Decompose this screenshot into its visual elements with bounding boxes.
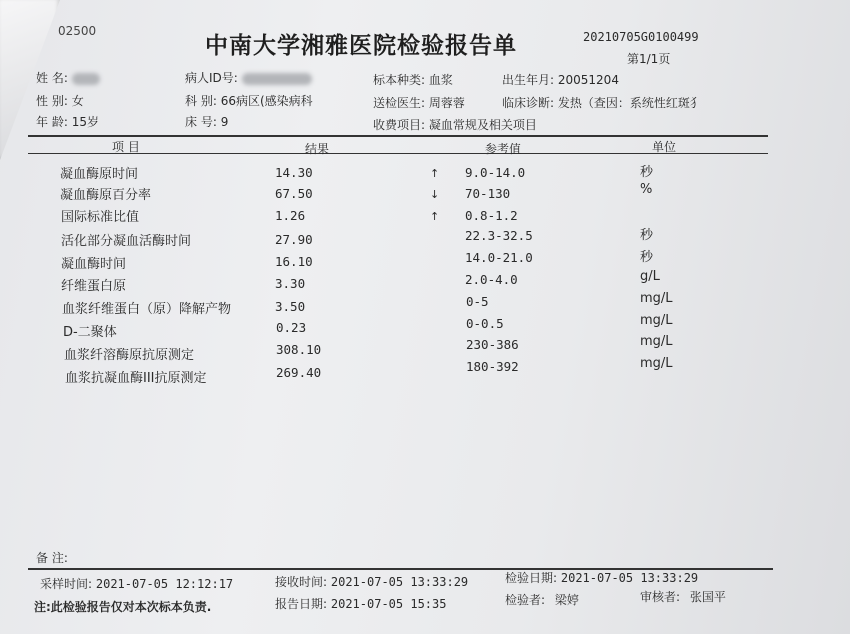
row-6-result: 3.30 — [275, 276, 306, 291]
sender-label: 送检医生: — [373, 96, 426, 110]
reviewer-field — [640, 588, 726, 605]
gender-label: 性 别: — [36, 94, 68, 108]
row-9-unit: mg/L — [640, 334, 673, 349]
dept-value: 66病区(感染病科 — [220, 94, 313, 108]
row-1-flag: ↑ — [430, 167, 440, 180]
col-header-reference: 参考值 — [485, 142, 522, 156]
receive-time-field — [275, 573, 468, 590]
tester-field — [505, 591, 579, 608]
col-header-item: 项 目 — [112, 140, 140, 154]
specimen-field — [373, 71, 453, 88]
reviewer-label: 审核者: — [640, 590, 681, 604]
report-number: 20210705G0100499 — [583, 30, 699, 44]
row-1-result: 14.30 — [275, 165, 313, 180]
table-top-rule — [28, 135, 768, 137]
row-1-reference: 9.0-14.0 — [465, 165, 526, 180]
diagnosis-field — [502, 94, 702, 111]
row-10-reference: 180-392 — [466, 359, 519, 374]
sample-time-label: 采样时间: — [40, 577, 93, 591]
row-8-result: 0.23 — [276, 320, 307, 335]
row-3-result: 1.26 — [275, 208, 306, 223]
row-10-item: 血浆抗凝血酶III抗原测定 — [65, 371, 207, 386]
row-6-unit: g/L — [640, 269, 660, 284]
row-4-reference: 22.3-32.5 — [465, 228, 533, 243]
age-label: 年 龄: — [36, 115, 68, 129]
row-1-unit: 秒 — [640, 165, 654, 180]
patient-id-redacted — [242, 73, 312, 85]
row-10-unit: mg/L — [640, 356, 673, 371]
sample-time-field — [40, 575, 233, 592]
row-8-item: D-二聚体 — [63, 325, 117, 340]
diagnosis-label: 临床诊断: — [502, 96, 555, 110]
corner-number: 02500 — [58, 24, 97, 38]
name-label: 姓 名: — [36, 71, 68, 85]
row-5-reference: 14.0-21.0 — [465, 250, 533, 265]
bed-field — [185, 113, 228, 130]
gender-value: 女 — [71, 94, 84, 108]
row-6-reference: 2.0-4.0 — [465, 272, 518, 287]
row-7-result: 3.50 — [275, 299, 306, 314]
sender-field — [373, 94, 465, 111]
test-date-value: 2021-07-05 13:33:29 — [560, 571, 699, 585]
row-9-reference: 230-386 — [466, 337, 519, 352]
row-6-item: 纤维蛋白原 — [61, 279, 127, 294]
report-title: 中南大学湘雅医院检验报告单 — [205, 33, 517, 59]
sample-time-value: 2021-07-05 12:12:17 — [95, 577, 234, 591]
row-4-unit: 秒 — [640, 228, 654, 243]
report-date-label: 报告日期: — [275, 597, 328, 611]
col-header-unit: 单位 — [652, 140, 677, 154]
row-1-item: 凝血酶原时间 — [60, 167, 139, 182]
fee-field — [373, 116, 537, 133]
birth-field — [502, 71, 619, 88]
row-2-unit: % — [640, 182, 653, 197]
row-2-item: 凝血酶原百分率 — [60, 188, 152, 203]
tester-label: 检验者: — [505, 593, 546, 607]
fee-value: 凝血常规及相关项目 — [428, 118, 537, 132]
dept-label: 科 别: — [185, 94, 217, 108]
bed-label: 床 号: — [185, 115, 217, 129]
gender-field — [36, 92, 84, 109]
receive-time-value: 2021-07-05 13:33:29 — [330, 575, 469, 589]
sender-value: 周蓉蓉 — [428, 96, 465, 110]
disclaimer-note: 注:此检验报告仅对本次标本负责. — [34, 600, 212, 614]
test-date-field — [505, 569, 698, 586]
row-2-reference: 70-130 — [465, 186, 511, 201]
patient-id-field — [185, 69, 312, 86]
specimen-label: 标本种类: — [373, 73, 426, 87]
row-7-reference: 0-5 — [466, 294, 489, 309]
row-5-result: 16.10 — [275, 254, 313, 269]
fee-label: 收费项目: — [373, 118, 426, 132]
birth-label: 出生年月: — [502, 73, 555, 87]
row-2-result: 67.50 — [275, 186, 313, 201]
row-3-item: 国际标准比值 — [61, 210, 140, 225]
specimen-value: 血浆 — [428, 73, 453, 87]
row-5-item: 凝血酶时间 — [61, 257, 127, 272]
row-3-flag: ↑ — [430, 210, 440, 223]
reviewer-value: 张国平 — [689, 590, 726, 604]
col-header-result: 结果 — [305, 142, 330, 156]
page-number: 第1/1页 — [627, 52, 671, 66]
bed-value: 9 — [220, 115, 229, 129]
name-field — [36, 69, 100, 86]
tester-value: 梁婷 — [554, 593, 579, 607]
row-8-unit: mg/L — [640, 313, 673, 328]
birth-value: 20051204 — [557, 73, 619, 87]
report-date-value: 2021-07-05 15:35 — [330, 597, 447, 611]
patient-id-label: 病人ID号: — [185, 71, 238, 85]
row-9-result: 308.10 — [276, 342, 322, 357]
row-3-reference: 0.8-1.2 — [465, 208, 518, 223]
row-10-result: 269.40 — [276, 365, 322, 380]
row-5-unit: 秒 — [640, 250, 654, 265]
row-7-unit: mg/L — [640, 291, 673, 306]
age-value: 15岁 — [71, 115, 99, 129]
name-redacted — [72, 73, 100, 85]
dept-field — [185, 92, 313, 109]
test-date-label: 检验日期: — [505, 571, 558, 585]
row-4-item: 活化部分凝血活酶时间 — [61, 234, 192, 249]
report-date-field — [275, 595, 446, 612]
row-2-flag: ↓ — [430, 188, 440, 201]
diagnosis-value: 发热（查因：系统性红斑犭 — [557, 96, 702, 110]
row-8-reference: 0-0.5 — [466, 316, 504, 331]
row-4-result: 27.90 — [275, 232, 313, 247]
row-7-item: 血浆纤维蛋白（原）降解产物 — [62, 302, 232, 317]
row-9-item: 血浆纤溶酶原抗原测定 — [64, 348, 195, 363]
receive-time-label: 接收时间: — [275, 575, 328, 589]
remark-label: 备 注: — [36, 551, 68, 565]
age-field — [36, 113, 99, 130]
